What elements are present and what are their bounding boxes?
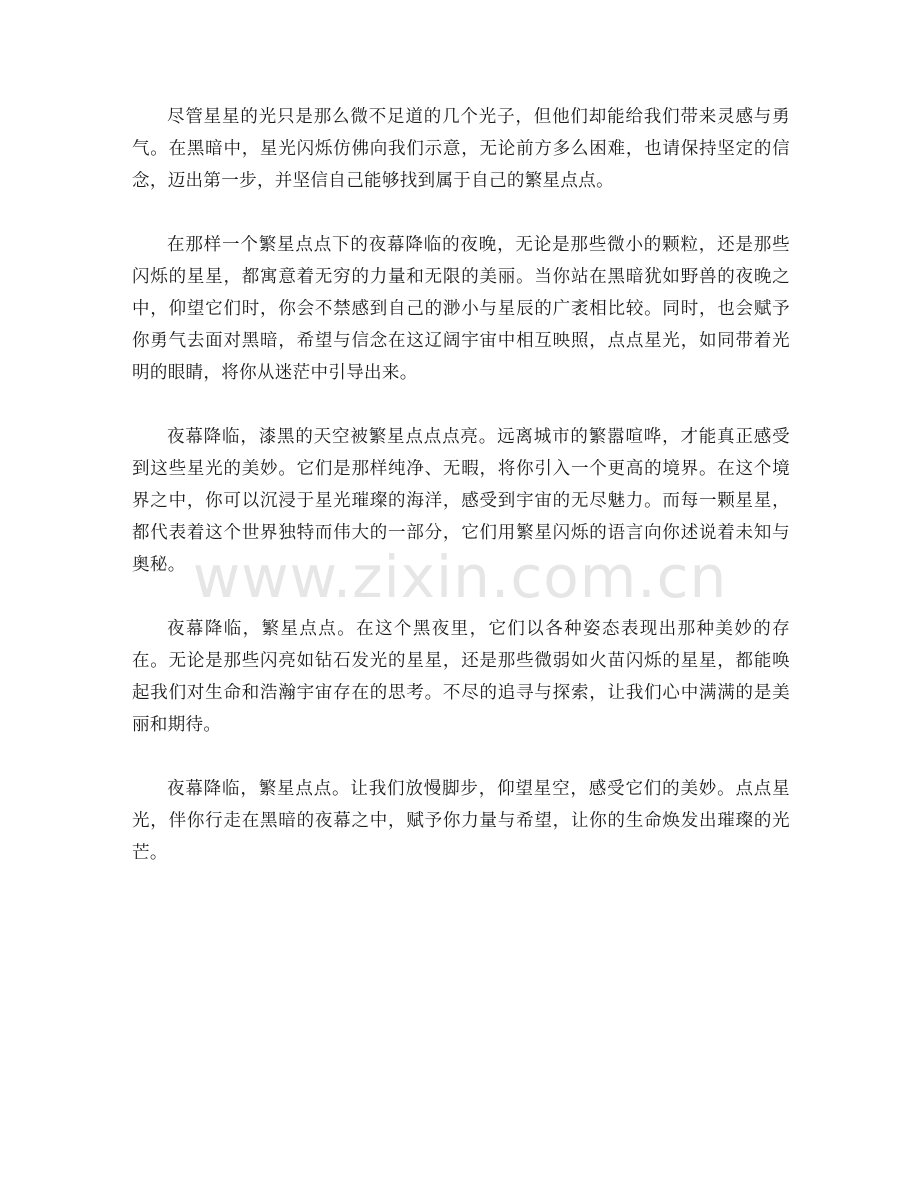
document-body — [132, 101, 790, 901]
paragraph-2: 在那样一个繁星点点下的夜幕降临的夜晚，无论是那些微小的颗粒，还是那些闪烁的星星，都寓意着无穷的力量和无限的美丽。当你站在黑暗犹如野兽的夜晚之中，仰望它们时，你会不禁感到自己的渺小与星辰的广袤相比较。同时，也会赋予你勇气去面对黑暗，希望与信念在这辽阔宇宙中相互映照，点点星光，如同带着光明的眼睛，将你从迷茫中引导出来。 — [132, 235, 790, 383]
watermark: www.zixin.com.cn — [192, 543, 728, 611]
paragraph-1: 尽管星星的光只是那么微不足道的几个光子，但他们却能给我们带来灵感与勇气。在黑暗中，星光闪烁仿佛向我们示意，无论前方多么困难，也请保持坚定的信念，迈出第一步，并坚信自己能够找到属于自己的繁星点点。 — [132, 107, 790, 191]
paragraph-3: 夜幕降临，漆黑的天空被繁星点点点亮。远离城市的繁嚣喧哗，才能真正感受到这些星光的美妙。它们是那样纯净、无暇，将你引入一个更高的境界。在这个境界之中，你可以沉浸于星光璀璨的海洋，感受到宇宙的无尽魅力。而每一颗星星，都代表着这个世界独特而伟大的一部分，它们用繁星闪烁的语言向你述说着未知与奥秘。 — [132, 427, 790, 575]
paragraph-4: 夜幕降临，繁星点点。在这个黑夜里，它们以各种姿态表现出那种美妙的存在。无论是那些闪亮如钻石发光的星星，还是那些微弱如火苗闪烁的星星，都能唤起我们对生命和浩瀚宇宙存在的思考。不尽的追寻与探索，让我们心中满满的是美丽和期待。 — [132, 619, 790, 735]
paragraph-5: 夜幕降临，繁星点点。让我们放慢脚步，仰望星空，感受它们的美妙。点点星光，伴你行走在黑暗的夜幕之中，赋予你力量与希望，让你的生命焕发出璀璨的光芒。 — [132, 779, 790, 863]
